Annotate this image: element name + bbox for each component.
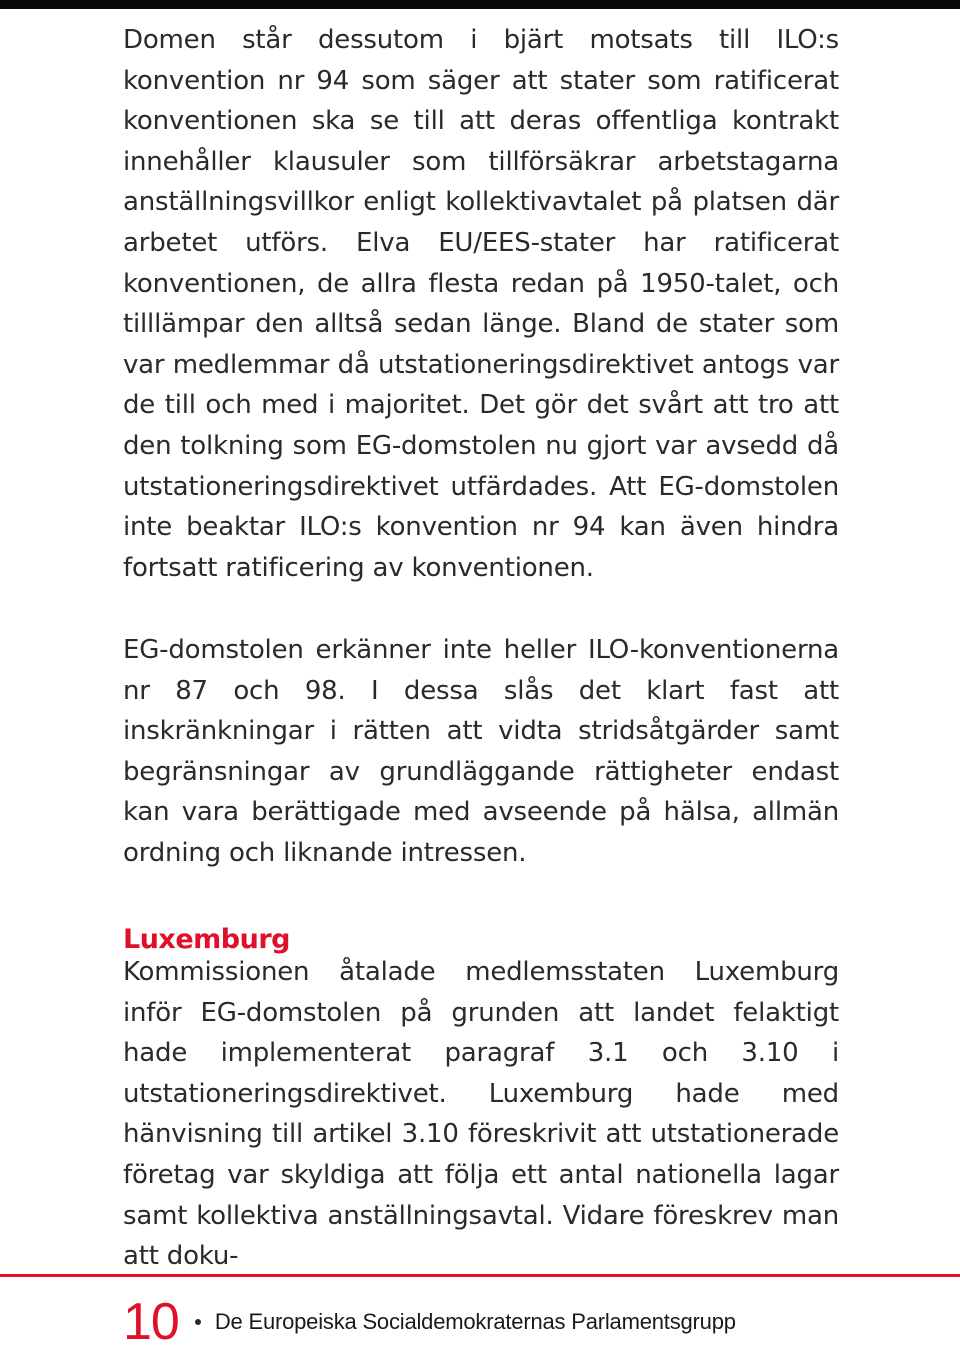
top-border-bar — [0, 0, 960, 9]
body-paragraph-3: Kommissionen åtalade medlemsstaten Luxemburg inför EG-domstolen på grunden att landet felaktigt hade implementerat paragraf 3.1 och 3.10 i utstationeringsdirektivet. Luxemburg hade med hänvisning till artikel 3.10 föreskrivit att utstationerade företag var skyldiga att följa ett antal nationella lagar samt kollektiva anställningsavtal. Vidare föreskrev man att doku- — [123, 957, 839, 1272]
section-heading: Luxemburg — [123, 924, 290, 955]
page-number: 10 — [123, 1293, 179, 1351]
body-paragraph-1: Domen står dessutom i bjärt motsats till ILO:s konvention nr 94 som säger att stater som ratificerat konventionen ska se till att deras offentliga kontrakt innehåller klausuler som tillförsäkrar arbetstagarna anställningsvillkor enligt kollektivavtalet på platsen där arbetet utförs. Elva EU/EES-stater har ratificerat konventionen, de allra flesta redan på 1950-talet, och tilllämpar den alltså sedan länge. Bland de stater som var medlemmar då utstationeringsdirektivet antogs var de till och med i majoritet. Det gör det svårt att tro att den tolkning som EG-domstolen nu gjort var avsedd då utstationeringsdirektivet utfärdades. Att EG-domstolen inte beaktar ILO:s konvention nr 94 kan även hindra fortsatt ratificering av konventionen. — [123, 25, 839, 583]
page-footer — [123, 1292, 736, 1352]
publisher-name: De Europeiska Socialdemokraternas Parlamentsgrupp — [214, 1309, 736, 1334]
footer-divider — [0, 1274, 960, 1277]
bullet-separator-icon — [195, 1319, 201, 1325]
body-paragraph-2: EG-domstolen erkänner inte heller ILO-konventionerna nr 87 och 98. I dessa slås det klart fast att inskränkningar i rätten att vidta stridsåtgärder samt begränsningar av grundläggande rättigheter endast kan vara berättigade med avseende på hälsa, allmän ordning och liknande intressen. — [123, 635, 839, 868]
